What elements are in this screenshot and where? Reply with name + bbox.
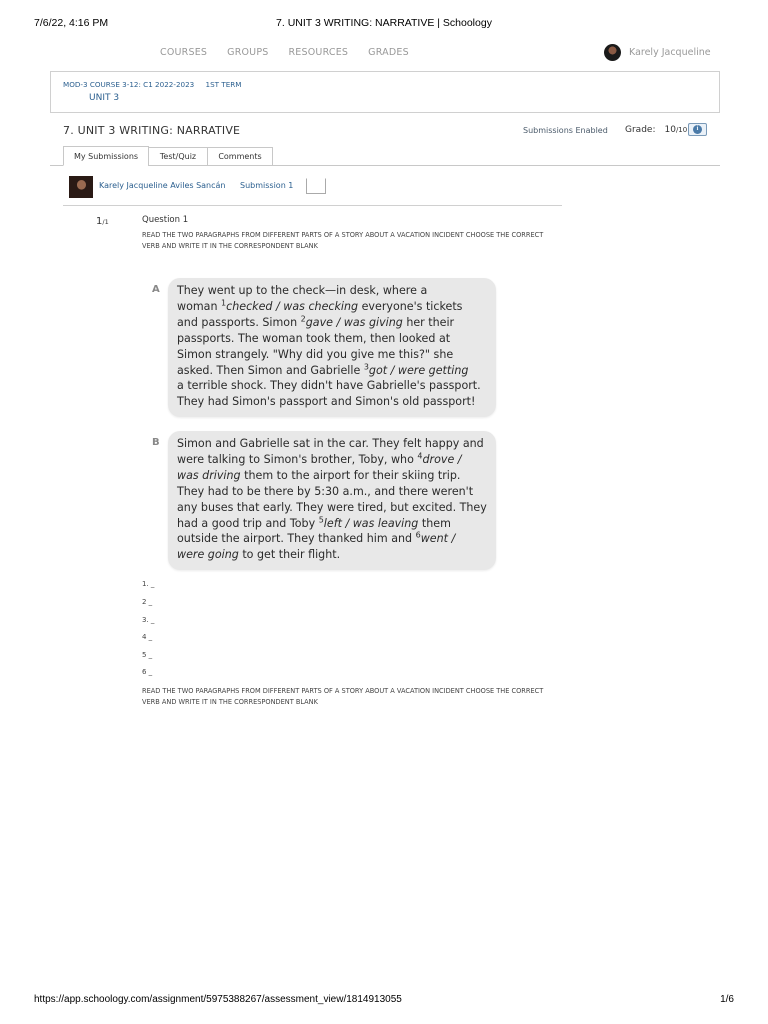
- passage-text: everyone's tickets: [358, 299, 463, 313]
- passage-text: any buses that early. They were tired, but excited. They: [177, 500, 487, 514]
- question-instructions: READ THE TWO PARAGRAPHS FROM DIFFERENT PARTS OF A STORY ABOUT A VACATION INCIDENT CHOOSE THE CORRECT VERB AND WRITE IT IN THE CORRESPONDENT BLANK: [142, 231, 544, 250]
- tab-comments[interactable]: Comments: [207, 147, 273, 166]
- question-score-total: /1: [102, 218, 109, 226]
- grade-label: Grade:: [625, 125, 656, 135]
- answer-6: 6 _: [142, 668, 153, 676]
- passage-b-line: [177, 484, 487, 500]
- student-name[interactable]: Karely Jacqueline Aviles Sancán: [99, 181, 226, 190]
- verb-choice: went /: [420, 532, 456, 546]
- nav-grades[interactable]: GRADES: [368, 47, 409, 58]
- passage-text: Simon and Gabrielle sat in the car. They felt happy and: [177, 437, 484, 450]
- blank-number: 2: [300, 314, 306, 324]
- passage-b-line: [177, 547, 487, 563]
- verb-choice: was driving: [177, 468, 241, 482]
- passage-b-line: [177, 452, 487, 468]
- user-name: Karely Jacqueline: [629, 47, 711, 58]
- passage-text: her their: [402, 315, 455, 329]
- tab-my-submissions[interactable]: My Submissions: [63, 146, 149, 166]
- print-page-number: 1/6: [720, 994, 734, 1005]
- verb-choice: left / was leaving: [323, 516, 419, 530]
- passage-a: [168, 278, 496, 417]
- verb-choice: gave / was giving: [305, 315, 403, 329]
- passage-b-line: [177, 436, 487, 452]
- passage-text: woman: [177, 299, 222, 313]
- question-score: [96, 216, 109, 227]
- passage-text: a terrible shock. They didn't have Gabrielle's passport.: [177, 379, 481, 393]
- submission-selector[interactable]: Submission 1: [240, 181, 294, 190]
- blank-number: 5: [318, 514, 324, 524]
- grade-total: /10: [675, 126, 688, 134]
- passage-a-line: [177, 363, 487, 379]
- passage-b: [168, 431, 496, 570]
- nav-resources[interactable]: RESOURCES: [288, 47, 349, 58]
- print-date: 7/6/22, 4:16 PM: [34, 17, 109, 29]
- blank-number: 3: [363, 361, 369, 371]
- course-breadcrumb: [63, 80, 250, 89]
- passage-text: outside the airport. They thanked him and: [177, 532, 416, 546]
- passage-b-label: B: [152, 437, 160, 448]
- submission-divider: [63, 205, 562, 206]
- passage-text: They had to be there by 5:30 a.m., and there weren't: [177, 484, 474, 498]
- passage-text: them: [418, 516, 451, 530]
- blank-number: 4: [417, 451, 423, 461]
- print-title: 7. UNIT 3 WRITING: NARRATIVE | Schoology: [276, 17, 492, 29]
- nav-courses[interactable]: COURSES: [160, 47, 208, 58]
- grade-info-button[interactable]: [688, 123, 707, 136]
- passage-text: passports. The woman took them, then looked at: [177, 331, 451, 345]
- answer-5: 5 _: [142, 651, 153, 659]
- top-nav: [160, 47, 409, 58]
- answer-2: 2 _: [142, 598, 153, 606]
- passage-a-line: [177, 378, 487, 394]
- question-score-value: 1: [96, 216, 103, 227]
- blank-number: 1: [221, 298, 227, 308]
- question-title: Question 1: [142, 215, 189, 225]
- passage-a-line: [177, 347, 487, 363]
- passage-b-line: [177, 516, 487, 532]
- course-header: [50, 71, 720, 113]
- passage-a-line: [177, 331, 487, 347]
- passage-text: They went up to the check—in desk, where a: [177, 284, 428, 297]
- passage-b-line: [177, 500, 487, 516]
- course-code[interactable]: MOD-3 COURSE 3-12: C1 2022-2023: [63, 80, 195, 89]
- submission-dropdown[interactable]: [306, 178, 326, 194]
- question-instructions-repeat: READ THE TWO PARAGRAPHS FROM DIFFERENT PARTS OF A STORY ABOUT A VACATION INCIDENT CHOOSE THE CORRECT VERB AND WRITE IT IN THE CORRESPONDENT BLANK: [142, 687, 544, 706]
- passage-text: had a good trip and Toby: [177, 516, 319, 530]
- answer-3: 3. _: [142, 616, 155, 624]
- passage-text: Simon strangely. "Why did you give me this?" she: [177, 347, 454, 361]
- verb-choice: drove /: [422, 452, 462, 466]
- grade-display: [625, 125, 687, 135]
- answer-4: 4 _: [142, 633, 153, 641]
- passage-text: asked. Then Simon and Gabrielle: [177, 363, 364, 377]
- tab-test-quiz[interactable]: Test/Quiz: [148, 147, 208, 166]
- page-title: 7. UNIT 3 WRITING: NARRATIVE: [63, 124, 241, 137]
- user-avatar: [604, 44, 621, 61]
- passage-text: and passports. Simon: [177, 315, 301, 329]
- verb-choice: checked / was checking: [226, 299, 359, 313]
- passage-b-line: [177, 531, 487, 547]
- student-avatar: [69, 176, 93, 198]
- passage-a-line: [177, 299, 487, 315]
- answer-1: 1. _: [142, 580, 155, 588]
- passage-text: They had Simon's passport and Simon's old passport!: [177, 395, 476, 409]
- course-term: 1ST TERM: [205, 80, 242, 89]
- passage-text: them to the airport for their skiing trip.: [240, 468, 461, 482]
- print-url: https://app.schoology.com/assignment/5975388267/assessment_view/1814913055: [34, 994, 402, 1005]
- passage-a-line: [177, 315, 487, 331]
- grade-value: 10: [664, 125, 676, 135]
- passage-a-line: [177, 283, 487, 299]
- passage-text: were talking to Simon's brother, Toby, who: [177, 452, 418, 466]
- passage-b-line: [177, 468, 487, 484]
- blank-number: 6: [415, 530, 421, 540]
- verb-choice: were going: [177, 548, 239, 562]
- passage-a-label: A: [152, 284, 160, 295]
- passage-a-line: [177, 394, 487, 410]
- user-menu[interactable]: [604, 44, 711, 61]
- passage-text: to get their flight.: [238, 548, 341, 562]
- info-icon: i: [693, 125, 702, 134]
- submissions-status: Submissions Enabled: [523, 126, 608, 135]
- course-unit[interactable]: UNIT 3: [89, 93, 120, 103]
- nav-groups[interactable]: GROUPS: [227, 47, 269, 58]
- verb-choice: got / were getting: [368, 363, 469, 377]
